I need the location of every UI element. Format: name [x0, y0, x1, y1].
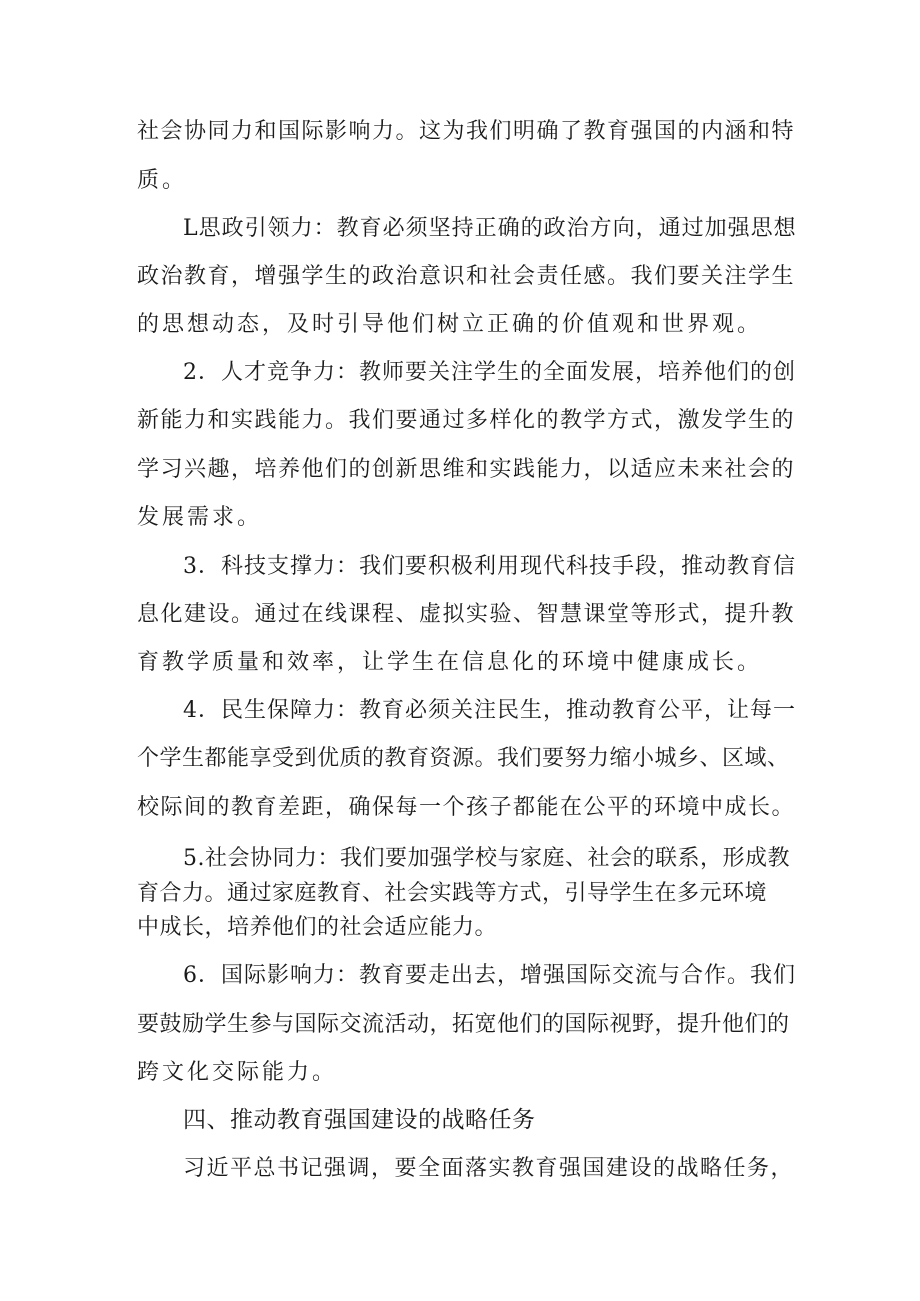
section-heading: 四、推动教育强国建设的战略任务	[183, 1107, 536, 1133]
text-line: 的思想动态，及时引导他们树立正确的价值观和世界观。	[137, 312, 763, 337]
text-line: 政治教育，增强学生的政治意识和社会责任感。我们要关注学生	[137, 264, 796, 289]
text-line: 新能力和实践能力。我们要通过多样化的教学方式，激发学生的	[137, 408, 796, 433]
text-line: 校际间的教育差距，确保每一个孩子都能在公平的环境中成长。	[137, 795, 796, 820]
text-line: 育合力。通过家庭教育、社会实践等方式，引导学生在多元环境	[137, 881, 768, 906]
text-line: 跨文化交际能力。	[137, 1060, 338, 1085]
text-line: 3．科技支撑力：我们要积极利用现代科技手段，推动教育信	[183, 554, 796, 579]
text-line: 息化建设。通过在线课程、虚拟实验、智慧课堂等形式，提升教	[137, 602, 796, 627]
text-line: 4．民生保障力：教育必须关注民生，推动教育公平，让每一	[183, 698, 796, 723]
text-line: 学习兴趣，培养他们的创新思维和实践能力，以适应未来社会的	[137, 457, 796, 482]
text-line: 5.社会协同力：我们要加强学校与家庭、社会的联系，形成教	[183, 846, 790, 871]
text-line: 个学生都能享受到优质的教育资源。我们要努力缩小城乡、区域、	[137, 746, 790, 771]
text-line: 发展需求。	[137, 505, 263, 530]
text-line: 质。	[137, 168, 188, 193]
text-line: 要鼓励学生参与国际交流活动，拓宽他们的国际视野，提升他们的	[137, 1012, 790, 1037]
text-line: 育教学质量和效率，让学生在信息化的环境中健康成长。	[137, 650, 763, 675]
text-line: 社会协同力和国际影响力。这为我们明确了教育强国的内涵和特	[137, 119, 796, 144]
text-line: 习近平总书记强调，要全面落实教育强国建设的战略任务，	[183, 1156, 795, 1181]
text-line: 6．国际影响力：教育要走出去，增强国际交流与合作。我们	[183, 963, 796, 988]
text-line: 中成长，培养他们的社会适应能力。	[137, 915, 498, 940]
text-line: 2．人才竞争力：教师要关注学生的全面发展，培养他们的创	[183, 360, 796, 385]
text-line: L思政引领力：教育必须坚持正确的政治方向，通过加强思想	[183, 216, 797, 241]
